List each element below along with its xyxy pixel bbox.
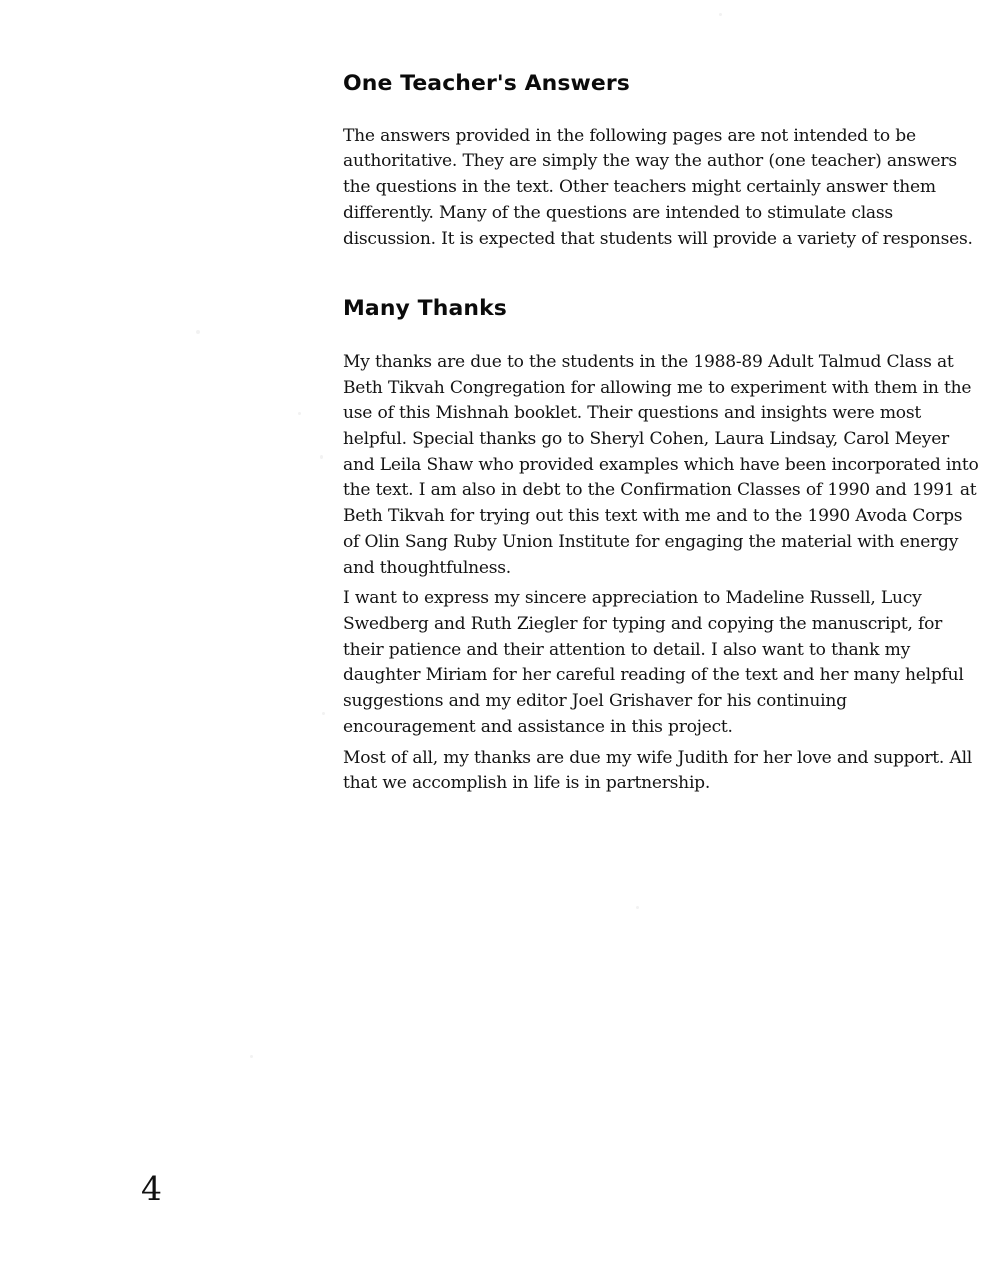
spacer (343, 322, 983, 350)
paragraph-thanks-manuscript: I want to express my sincere appreciation to Madeline Russell, Lucy Swedberg and Ruth Ziegler for typing and copying the manuscript, for their patience and their attention to detail. I also want to thank my daughter Miriam for her careful reading of the text and her many helpful suggestions and my editor Joel Grishaver for his continuing encouragement and assistance in this project. (343, 588, 964, 737)
paragraph-answers-intro: The answers provided in the following pages are not intended to be authoritative. They are simply the way the author (one teacher) answers the questions in the text. Other teachers might certainly answer them differently. Many of the questions are intended to stimulate class discussion. It is expected that students will provide a variety of responses. (343, 125, 973, 249)
section-heading-one-teachers-answers: One Teacher's Answers (343, 71, 630, 96)
scan-speckle (719, 13, 722, 16)
scan-speckle (250, 1055, 253, 1058)
paragraph-thanks-wife: Most of all, my thanks are due my wife Judith for her love and support. All that we accomplish in life is in partnership. (343, 747, 973, 794)
spacer (343, 97, 983, 124)
paragraph-thanks-students: My thanks are due to the students in the 1988-89 Adult Talmud Class at Beth Tikvah Congregation for allowing me to experiment with them in the use of this Mishnah booklet. Their questions and insights were most helpful. Special thanks go to Sheryl Cohen, Laura Lindsay, Carol Meyer and Leila Shaw who provided examples which have been incorporated into the text. I am also in debt to the Confirmation Classes of 1990 and 1991 at Beth Tikvah for trying out this text with me and to the 1990 Avoda Corps of Olin Sang Ruby Union Institute for engaging the material with energy and thoughtfulness. (343, 351, 979, 578)
scan-speckle (196, 330, 200, 334)
page-number: 4 (141, 1169, 162, 1208)
section-heading-many-thanks: Many Thanks (343, 296, 507, 322)
scan-speckle (322, 712, 325, 715)
scan-speckle (636, 906, 639, 909)
scan-speckle (320, 455, 323, 459)
scan-speckle (298, 412, 301, 415)
spacer (343, 252, 983, 297)
page-body (343, 62, 983, 797)
